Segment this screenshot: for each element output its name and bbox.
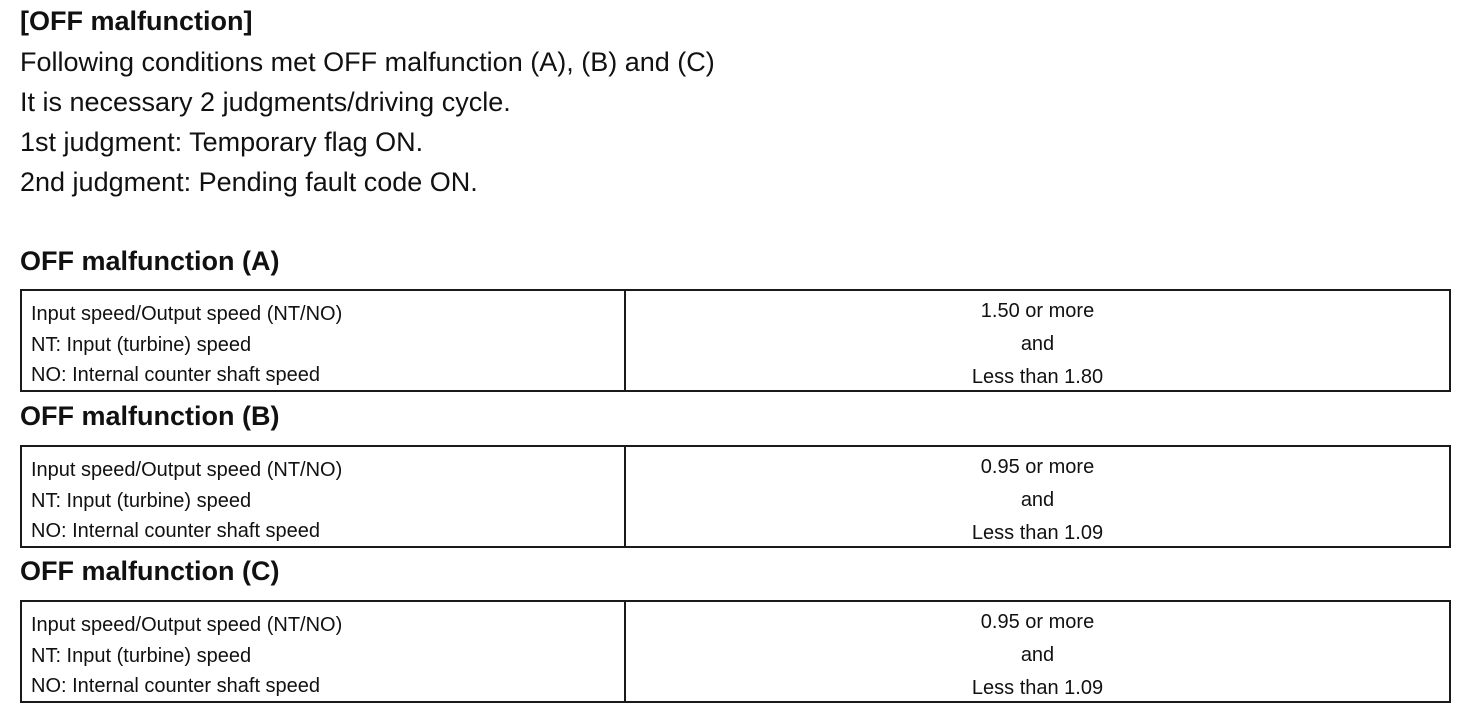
condition-label-line: NT: Input (turbine) speed	[31, 489, 252, 512]
intro-line: 2nd judgment: Pending fault code ON.	[20, 167, 478, 197]
condition-value-line: 1.50 or more	[980, 300, 1095, 322]
condition-value-line: Less than 1.80	[971, 366, 1104, 388]
document-title: [OFF malfunction]	[20, 6, 253, 36]
condition-value-cell	[626, 291, 1449, 390]
section-heading-c: OFF malfunction (C)	[20, 556, 280, 586]
condition-value-line: and	[1020, 489, 1055, 511]
condition-value-line: and	[1020, 644, 1055, 666]
condition-value-line: Less than 1.09	[971, 522, 1104, 544]
condition-label-cell	[22, 291, 626, 390]
condition-label-line: Input speed/Output speed (NT/NO)	[31, 459, 343, 481]
condition-table-b	[20, 445, 1451, 548]
section-heading-a: OFF malfunction (A)	[20, 246, 280, 276]
condition-value-line: 0.95 or more	[980, 611, 1095, 633]
condition-value-line: Less than 1.09	[971, 677, 1104, 699]
condition-label-line: NT: Input (turbine) speed	[31, 333, 252, 356]
condition-value-line: and	[1020, 333, 1055, 355]
section-heading-b: OFF malfunction (B)	[20, 401, 280, 431]
condition-value-cell	[626, 602, 1449, 701]
condition-value-line: 0.95 or more	[980, 456, 1095, 478]
condition-label-cell	[22, 447, 626, 546]
intro-line: 1st judgment: Temporary flag ON.	[20, 127, 424, 157]
condition-label-line: NT: Input (turbine) speed	[31, 644, 252, 667]
condition-label-line: Input speed/Output speed (NT/NO)	[31, 614, 343, 636]
intro-line: Following conditions met OFF malfunction (A), (B) and (C)	[20, 47, 715, 77]
condition-label-line: NO: Internal counter shaft speed	[31, 364, 321, 386]
condition-label-line: NO: Internal counter shaft speed	[31, 520, 321, 542]
condition-label-line: NO: Internal counter shaft speed	[31, 675, 321, 697]
condition-label-line: Input speed/Output speed (NT/NO)	[31, 303, 343, 325]
intro-line: It is necessary 2 judgments/driving cycle.	[20, 87, 511, 117]
condition-label-cell	[22, 602, 626, 701]
condition-value-cell	[626, 447, 1449, 546]
condition-table-a	[20, 289, 1451, 392]
condition-table-c	[20, 600, 1451, 703]
